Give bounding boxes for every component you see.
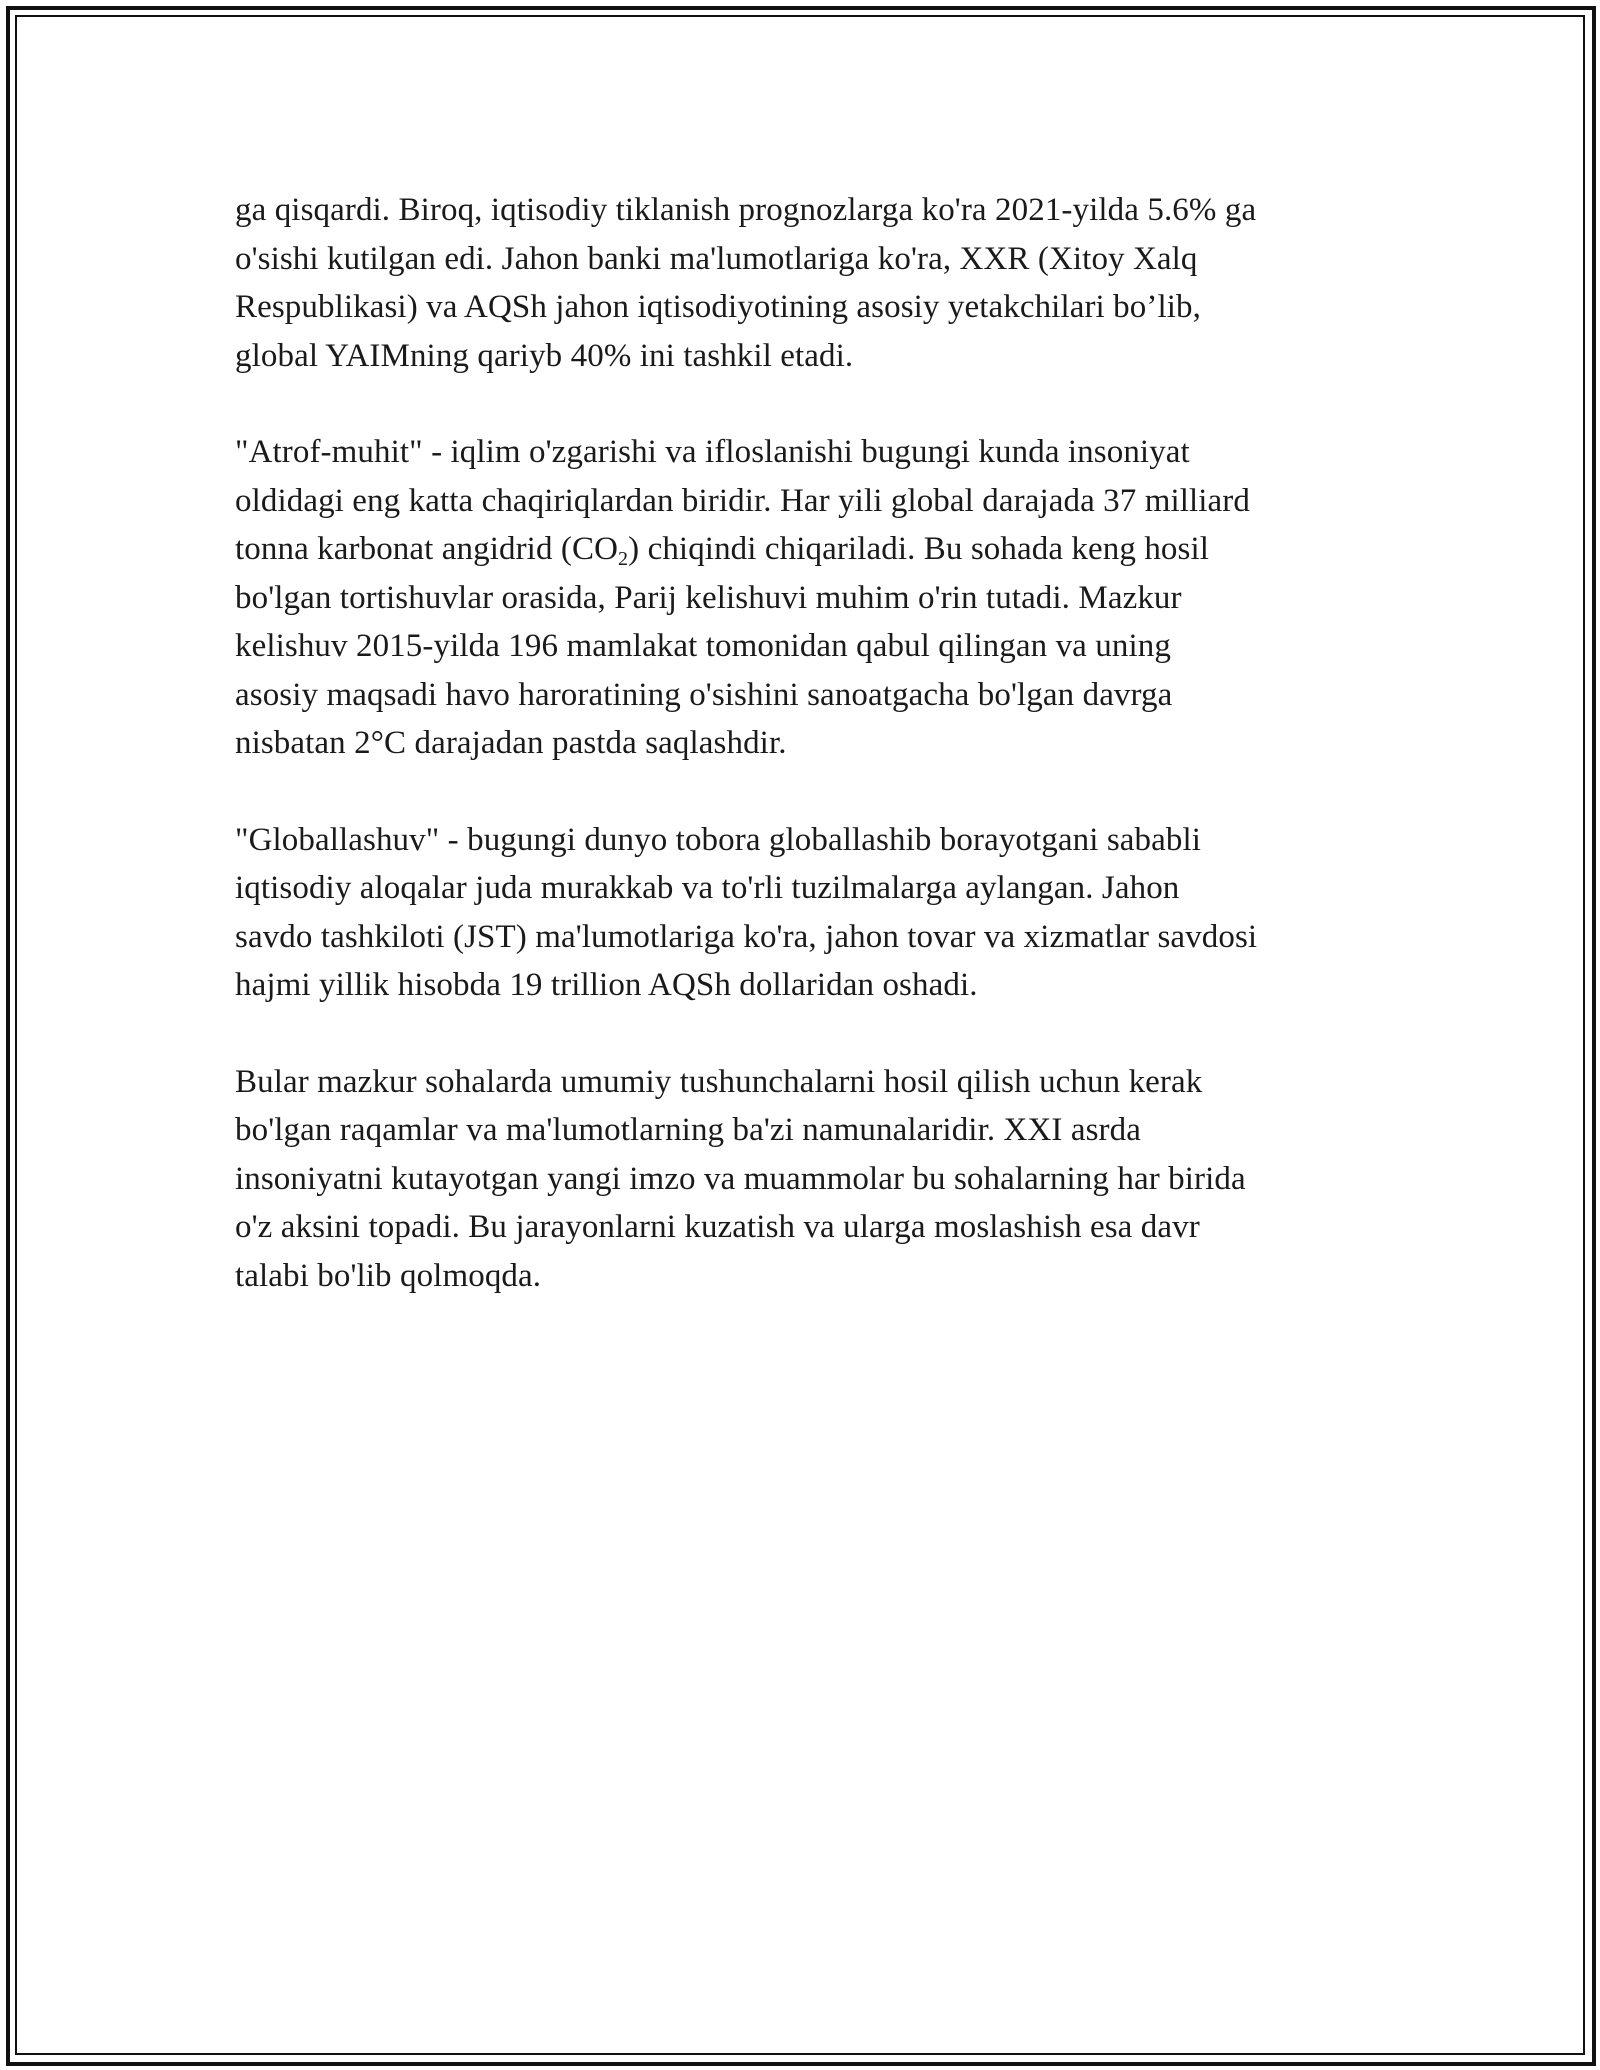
text-line: oldidagi eng katta chaqiriqlardan biridir. Har yili global darajada 37 milliard (235, 482, 1250, 519)
text-line: bo'lgan raqamlar va ma'lumotlarning ba'zi namunalaridir. XXI asrda (235, 1112, 1141, 1148)
text-line: ga qisqardi. Biroq, iqtisodiy tiklanish prognozlarga ko'ra 2021-yilda 5.6% ga (235, 192, 1257, 228)
text-line: nisbatan 2°C darajadan pastda saqlashdir. (235, 725, 787, 761)
text-line: "Globallashuv" - bugungi dunyo tobora globallashib borayotgani sababli (235, 821, 1202, 858)
paragraph-globalization (235, 816, 1365, 1010)
co2-subscript: 2 (618, 548, 629, 570)
text-line: "Atrof-muhit" - iqlim o'zgarishi va ifloslanishi bugungi kunda insoniyat (235, 434, 1190, 470)
text-line: insoniyatni kutayotgan yangi imzo va muammolar bu sohalarning har birida (235, 1160, 1246, 1197)
text-line: o'sishi kutilgan edi. Jahon banki ma'lumotlariga ko'ra, XXR (Xitoy Xalq (235, 240, 1198, 277)
paragraph-conclusion (235, 1058, 1365, 1301)
text-line: bo'lgan tortishuvlar orasida, Parij kelishuvi muhim o'rin tutadi. Mazkur (235, 579, 1182, 616)
text-line: hajmi yillik hisobda 19 trillion AQSh dollaridan oshadi. (235, 967, 978, 1003)
text-line: savdo tashkiloti (JST) ma'lumotlariga ko'ra, jahon tovar va xizmatlar savdosi (235, 918, 1258, 955)
text-line: asosiy maqsadi havo haroratining o'sishini sanoatgacha bo'lgan davrga (235, 676, 1173, 713)
text-line: Bular mazkur sohalarda umumiy tushunchalarni hosil qilish uchun kerak (235, 1063, 1203, 1100)
co2-text-before: tonna karbonat angidrid (CO (235, 531, 619, 567)
document-body (235, 186, 1365, 1348)
paragraph-environment (235, 428, 1365, 768)
text-line: iqtisodiy aloqalar juda murakkab va to'rli tuzilmalarga aylangan. Jahon (235, 870, 1180, 906)
paragraph-economy (235, 186, 1365, 380)
text-line: global YAIMning qariyb 40% ini tashkil etadi. (235, 337, 854, 374)
text-line: o'z aksini topadi. Bu jarayonlarni kuzatish va ularga moslashish esa davr (235, 1209, 1200, 1245)
text-line: kelishuv 2015-yilda 196 mamlakat tomonidan qabul qilingan va uning (235, 628, 1171, 664)
text-line: Respublikasi) va AQSh jahon iqtisodiyotining asosiy yetakchilari bo’lib, (235, 289, 1201, 325)
text-line-co2 (235, 531, 1210, 570)
co2-text-after: ) chiqindi chiqariladi. Bu sohada keng hosil (628, 531, 1210, 567)
text-line: talabi bo'lib qolmoqda. (235, 1257, 542, 1294)
